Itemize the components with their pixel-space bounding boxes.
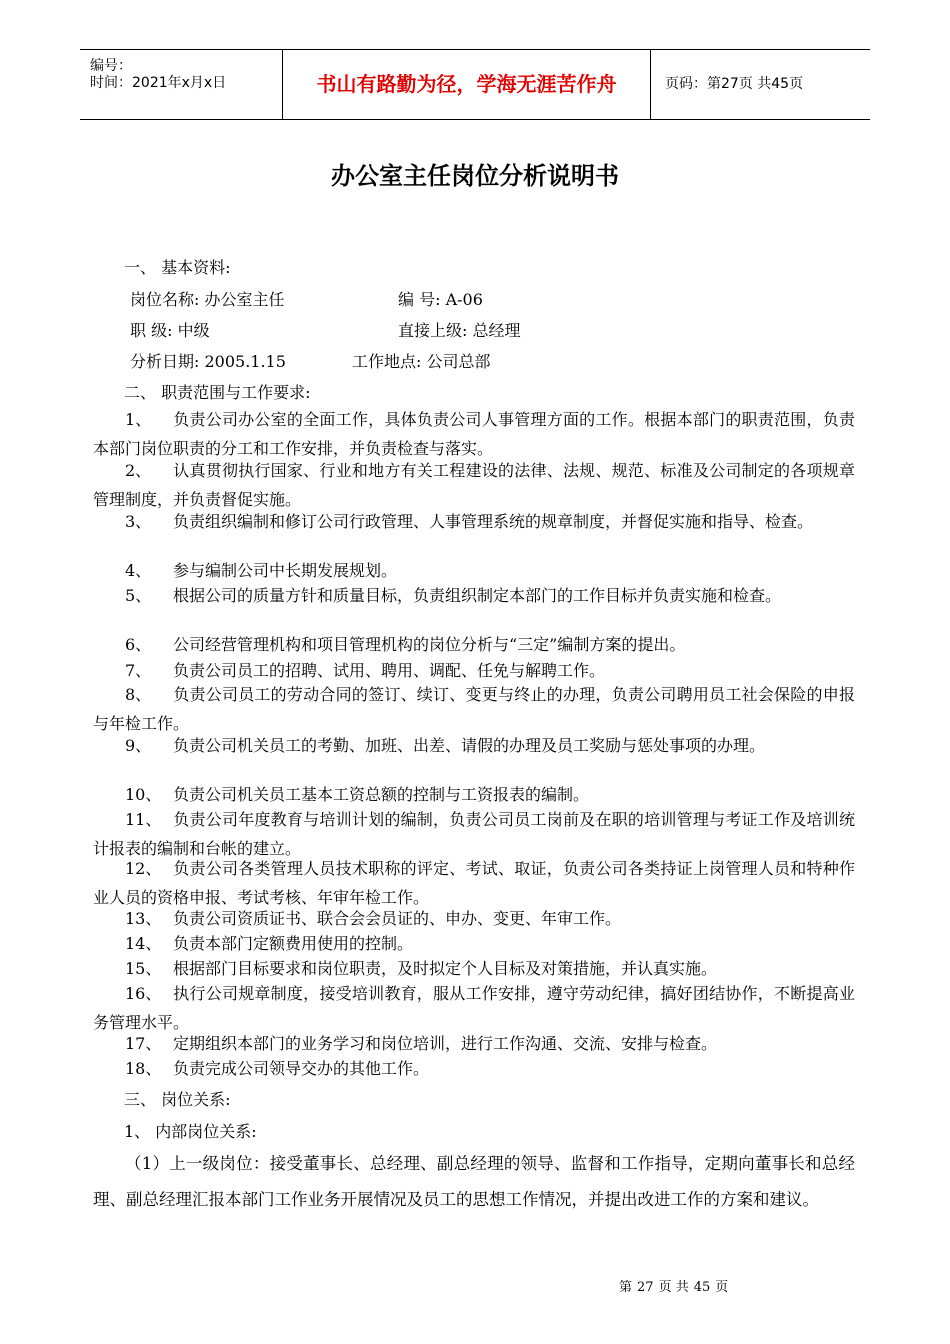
field-superior: 直接上级: 总经理 bbox=[398, 321, 521, 340]
duty-item-17: 17、 定期组织本部门的业务学习和岗位培训，进行工作沟通、交流、安排与检查。 bbox=[125, 1034, 718, 1053]
doc-code-label: 编号： bbox=[90, 58, 132, 74]
field-position-name: 岗位名称: 办公室主任 bbox=[130, 290, 285, 309]
duty-item-3: 3、 负责组织编制和修订公司行政管理、人事管理系统的规章制度，并督促实施和指导、检查。 bbox=[125, 512, 814, 531]
page-header bbox=[80, 49, 870, 120]
footer-page-total: 45 bbox=[693, 1280, 711, 1295]
section-basic-heading: 一、 基本资料: bbox=[124, 258, 231, 277]
header-meta-cell bbox=[80, 50, 283, 119]
header-page-code: 页码：第27页 共45页 bbox=[665, 76, 804, 92]
footer-page-suffix: 页 bbox=[715, 1280, 729, 1295]
duty-item-14: 14、 负责本部门定额费用使用的控制。 bbox=[125, 934, 414, 953]
duty-item-4: 4、 参与编制公司中长期发展规划。 bbox=[125, 561, 398, 580]
duty-item-16: 16、 执行公司规章制度，接受培训教育，服从工作安排，遵守劳动纪律，搞好团结协作，不断提高业务管理水平。 bbox=[93, 984, 855, 1032]
field-level: 职 级: 中级 bbox=[130, 321, 210, 340]
duty-item-8: 8、 负责公司员工的劳动合同的签订、续订、变更与终止的办理，负责公司聘用员工社会保险的申报与年检工作。 bbox=[93, 685, 855, 733]
footer-page-number: 27 bbox=[637, 1280, 654, 1295]
footer-page-mid: 页 共 bbox=[658, 1280, 689, 1295]
duty-item-1: 1、 负责公司办公室的全面工作，具体负责公司人事管理方面的工作。根据本部门的职责范围，负责本部门岗位职责的分工和工作安排，并负责检查与落实。 bbox=[93, 410, 855, 458]
duty-item-18: 18、 负责完成公司领导交办的其他工作。 bbox=[125, 1059, 430, 1078]
upper-level-position: （1）上一级岗位：接受董事长、总经理、副总经理的领导、监督和工作指导，定期向董事长和总经理、副总经理汇报本部门工作业务开展情况及员工的思想工作情况，并提出改进工作的方案和建议。 bbox=[93, 1154, 855, 1209]
duty-item-10: 10、 负责公司机关员工基本工资总额的控制与工资报表的编制。 bbox=[125, 785, 590, 804]
page-footer bbox=[619, 1280, 733, 1296]
duty-item-15: 15、 根据部门目标要求和岗位职责，及时拟定个人目标及对策措施，并认真实施。 bbox=[125, 959, 718, 978]
duty-item-2: 2、 认真贯彻执行国家、行业和地方有关工程建设的法律、法规、规范、标准及公司制定的各项规章管理制度，并负责督促实施。 bbox=[93, 461, 855, 509]
header-slogan-cell bbox=[283, 50, 651, 119]
section-duties-heading: 二、 职责范围与工作要求: bbox=[124, 383, 311, 402]
section-relations-heading: 三、 岗位关系: bbox=[124, 1090, 231, 1109]
internal-relations-heading: 1、 内部岗位关系: bbox=[124, 1122, 257, 1141]
duty-item-11: 11、 负责公司年度教育与培训计划的编制，负责公司员工岗前及在职的培训管理与考证工作及培训统计报表的编制和台帐的建立。 bbox=[93, 810, 855, 858]
field-analysis-date: 分析日期: 2005.1.15 bbox=[130, 352, 286, 371]
duty-item-9: 9、 负责公司机关员工的考勤、加班、出差、请假的办理及员工奖励与惩处事项的办理。 bbox=[125, 736, 766, 755]
duty-item-7: 7、 负责公司员工的招聘、试用、聘用、调配、任免与解聘工作。 bbox=[125, 661, 606, 680]
document-title: 办公室主任岗位分析说明书 bbox=[331, 162, 619, 190]
duty-item-5: 5、 根据公司的质量方针和质量目标，负责组织制定本部门的工作目标并负责实施和检查。 bbox=[125, 586, 782, 605]
header-slogan: 书山有路勤为径，学海无涯苦作舟 bbox=[316, 72, 617, 96]
duty-item-12: 12、 负责公司各类管理人员技术职称的评定、考试、取证，负责公司各类持证上岗管理人员和特种作业人员的资格申报、考试考核、年审年检工作。 bbox=[93, 859, 855, 907]
footer-page-prefix: 第 bbox=[619, 1280, 633, 1295]
field-location: 工作地点: 公司总部 bbox=[352, 352, 491, 371]
doc-time-label: 时间：2021年x月x日 bbox=[90, 75, 227, 91]
header-page-cell bbox=[651, 50, 870, 119]
duty-item-13: 13、 负责公司资质证书、联合会会员证的、申办、变更、年审工作。 bbox=[125, 909, 622, 928]
field-code: 编 号: A-06 bbox=[398, 290, 483, 309]
duty-item-6: 6、 公司经营管理机构和项目管理机构的岗位分析与“三定”编制方案的提出。 bbox=[125, 635, 686, 654]
